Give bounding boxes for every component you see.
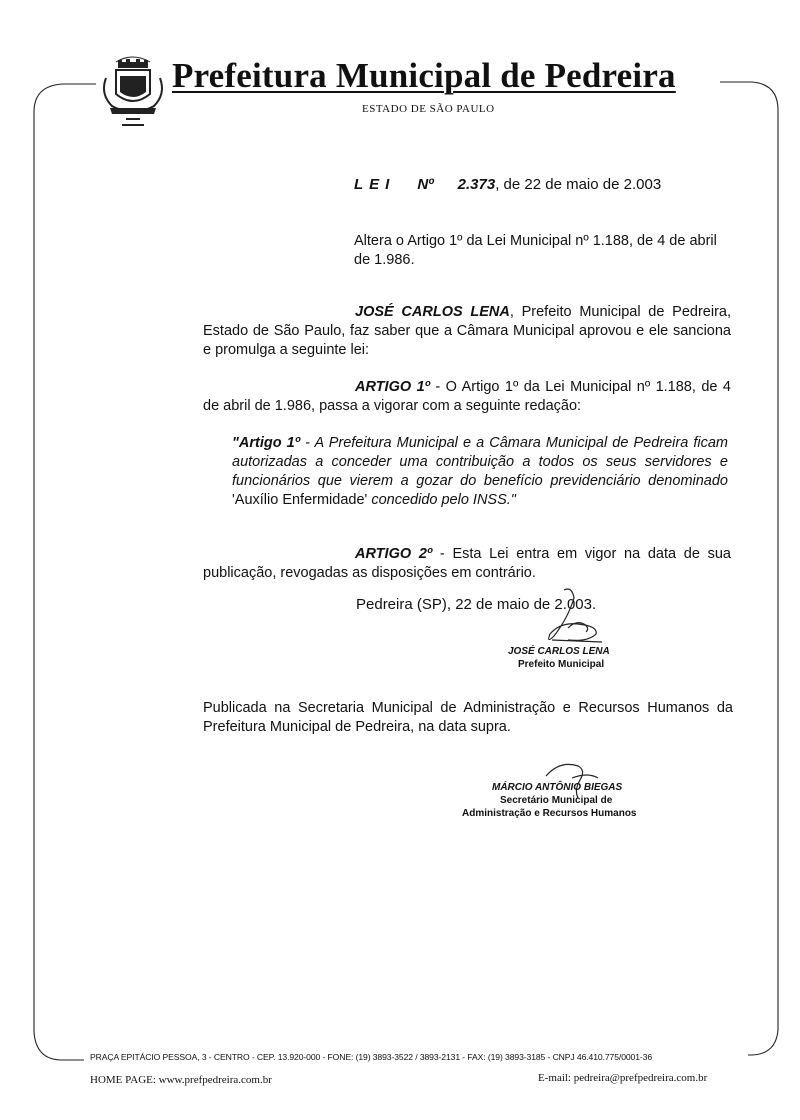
quoted-article-text-c: concedido pelo INSS." [367,492,516,508]
law-number: 2.373 [457,176,496,193]
city-crest-logo [96,46,170,132]
preamble-paragraph [203,303,731,360]
article-2-label: ARTIGO 2º [355,546,433,562]
mayor-name: JOSÉ CARLOS LENA [355,304,510,320]
place-and-date: Pedreira (SP), 22 de maio de 2.003. [356,596,597,613]
law-number-label: Nº [417,176,434,193]
quoted-article-benefit: 'Auxílio Enfermidade' [232,492,368,508]
publication-note: Publicada na Secretaria Municipal de Administração e Recursos Humanos da Prefeitura Municipal de Pedreira, na data supra. [203,700,733,735]
article-2-text: - Esta Lei entra em vigor na data de sua publicação, revogadas as disposições em contrário. [203,546,731,581]
secretary-role-line-1: Secretário Municipal de [500,795,613,806]
law-label: LEI [354,176,396,193]
quoted-article-text-a: - A Prefeitura Municipal e a Câmara Municipal de Pedreira ficam autorizadas a conceder uma contribuição a todos os seus servidores e funcionários que vierem a gozar do benefício previdenciário denominado [232,435,728,489]
page-title: Prefeitura Municipal de Pedreira [172,56,676,95]
law-summary: Altera o Artigo 1º da Lei Municipal nº 1.188, de 4 de abril de 1.986. [354,233,717,268]
mayor-signature-role: Prefeito Municipal [518,659,605,670]
footer-email: E-mail: pedreira@prefpedreira.com.br [538,1072,708,1084]
law-heading [354,176,661,193]
footer-address: PRAÇA EPITÁCIO PESSOA, 3 - CENTRO - CEP. 13.920-000 - FONE: (19) 3893-3522 / 3893-2131 - FAX: (19) 3893-3185 - CNPJ 46.410.775/0001-36 [90,1052,653,1062]
secretary-signature-name: MÁRCIO ANTÔNIO BIEGAS [492,782,623,793]
quoted-article [232,434,728,510]
secretary-role-line-2: Administração e Recursos Humanos [462,808,637,819]
article-1-text: - O Artigo 1º da Lei Municipal nº 1.188, de 4 de abril de 1.986, passa a vigorar com a seguinte redação: [203,379,731,414]
preamble-text: , Prefeito Municipal de Pedreira, Estado de São Paulo, faz saber que a Câmara Municipal aprovou e ele sanciona e promulga a seguinte lei: [203,304,732,358]
quoted-article-label: "Artigo 1º [232,435,301,451]
law-date: , de 22 de maio de 2.003 [495,176,662,193]
mayor-signature-name: JOSÉ CARLOS LENA [508,646,610,657]
state-subtitle: ESTADO DE SÃO PAULO [362,103,495,115]
footer-homepage: HOME PAGE: www.prefpedreira.com.br [90,1074,272,1086]
article-1-paragraph [203,378,731,416]
article-2-paragraph [203,545,731,583]
article-1-label: ARTIGO 1º [355,379,430,395]
